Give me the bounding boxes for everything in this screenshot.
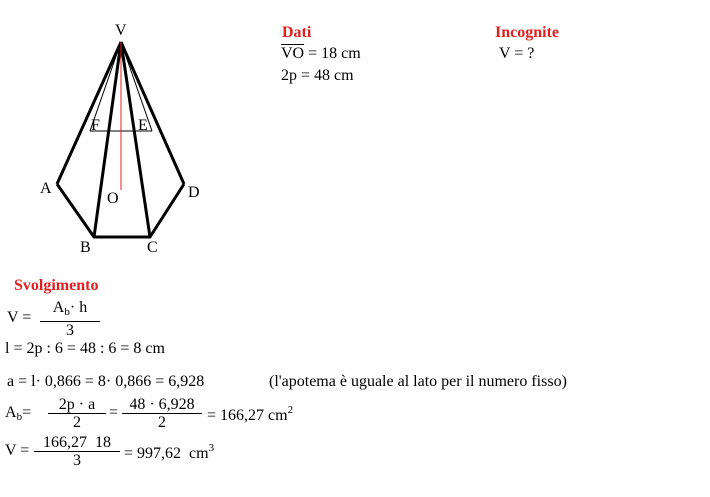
eq4-equals: = bbox=[109, 404, 119, 421]
label-c: C bbox=[147, 239, 158, 256]
eq4-f2-denominator: 2 bbox=[158, 414, 166, 431]
eq1-lhs: V = bbox=[7, 309, 32, 326]
eq5-denominator: 3 bbox=[73, 452, 81, 469]
svolgimento-title: Svolgimento bbox=[14, 277, 99, 294]
eq4-f1-numerator: 2p · a bbox=[48, 396, 106, 414]
segment-vo: $\overline{VO}$ bbox=[281, 45, 305, 62]
label-o: O bbox=[107, 190, 119, 207]
eq4-f1-denominator: 2 bbox=[73, 414, 81, 431]
dati-title: Dati bbox=[282, 24, 312, 41]
eq3: a = l· 0,866 = 8· 0,866 = 6,928 bbox=[7, 373, 205, 390]
eq5-result: = 997,62 $cm^3$ bbox=[124, 442, 215, 462]
eq4-fraction2 bbox=[122, 396, 202, 431]
eq4-result: = 166,27 $cm^2$ bbox=[207, 404, 294, 424]
dati-line1-value: = 18 cm bbox=[304, 45, 361, 62]
eq2: l = 2p : 6 = 48 : 6 = 8 cm bbox=[5, 340, 165, 357]
eq5-lhs: V = bbox=[5, 442, 30, 459]
label-b: B bbox=[80, 239, 91, 256]
eq5-numerator: 166,27 18 bbox=[34, 434, 120, 452]
label-v: V bbox=[115, 22, 127, 39]
eq1-denominator: 3 bbox=[66, 322, 74, 339]
label-f: F bbox=[91, 117, 100, 134]
label-d: D bbox=[188, 184, 200, 201]
eq4-fraction1 bbox=[48, 396, 106, 431]
eq5-fraction bbox=[34, 434, 120, 469]
incognite-line1: V = ? bbox=[499, 45, 535, 62]
eq1-fraction bbox=[40, 299, 100, 339]
incognite-title: Incognite bbox=[495, 24, 559, 41]
eq3-note: (l'apotema è uguale al lato per il numero fisso) bbox=[269, 373, 567, 390]
label-e: E bbox=[138, 117, 148, 134]
dati-line2: 2p = 48 cm bbox=[281, 67, 354, 84]
base-abcd bbox=[57, 184, 184, 237]
label-a: A bbox=[40, 180, 52, 197]
dati-line1 bbox=[281, 45, 361, 63]
eq4-lhs: $A_b=$ bbox=[5, 404, 32, 423]
eq4-f2-numerator: 48 · 6,928 bbox=[122, 396, 202, 414]
eq1-numerator: $A_b\cdot h$ bbox=[40, 299, 100, 322]
